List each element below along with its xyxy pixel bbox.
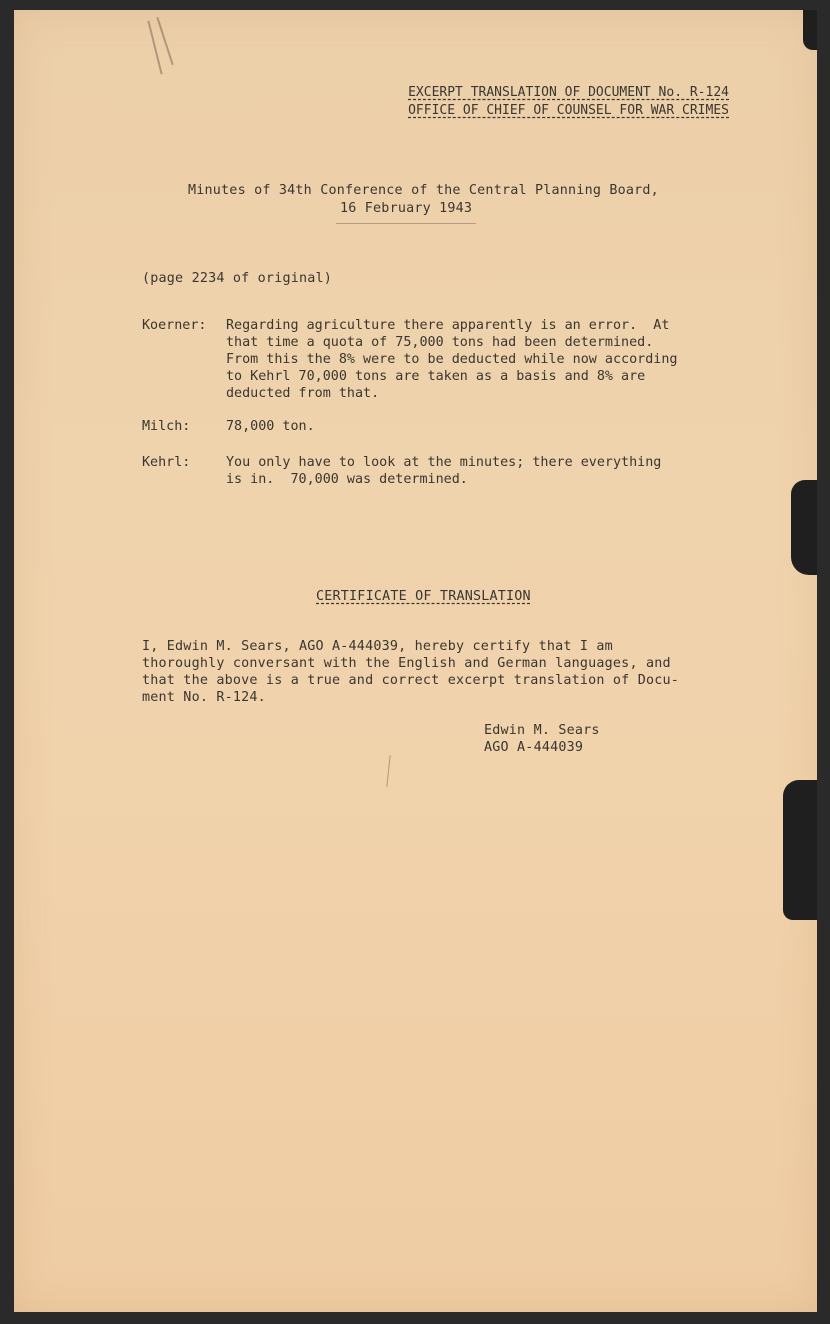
minutes-title-line-1: Minutes of 34th Conference of the Central Planning Board,: [188, 183, 659, 198]
torn-edge: [791, 480, 817, 575]
koerner-line-1: Regarding agriculture there apparently is an error. At: [226, 318, 670, 333]
koerner-line-3: From this the 8% were to be deducted while now according: [226, 352, 678, 367]
speaker-kehrl: Kehrl:: [142, 455, 191, 470]
koerner-line-2: that time a quota of 75,000 tons had been determined.: [226, 335, 654, 350]
minutes-title-line-2: 16 February 1943: [340, 201, 473, 216]
signature-name: Edwin M. Sears: [484, 723, 600, 738]
pencil-mark: [156, 17, 173, 65]
milch-line-1: 78,000 ton.: [226, 419, 315, 434]
certificate-body-line-2: thoroughly conversant with the English and German languages, and: [142, 656, 671, 671]
document-page: [14, 10, 817, 1312]
certificate-body-line-4: ment No. R-124.: [142, 690, 266, 705]
document-header-line-1: EXCERPT TRANSLATION OF DOCUMENT No. R-124: [408, 85, 729, 100]
certificate-body-line-1: I, Edwin M. Sears, AGO A-444039, hereby certify that I am: [142, 639, 613, 654]
koerner-line-5: deducted from that.: [226, 386, 380, 401]
page-reference: (page 2234 of original): [142, 271, 333, 286]
pencil-mark: [386, 755, 390, 787]
document-header-line-2: OFFICE OF CHIEF OF COUNSEL FOR WAR CRIMES: [408, 103, 729, 118]
certificate-body-line-3: that the above is a true and correct excerpt translation of Docu-: [142, 673, 680, 688]
speaker-milch: Milch:: [142, 419, 191, 434]
certificate-heading: CERTIFICATE OF TRANSLATION: [316, 589, 531, 604]
torn-edge: [783, 780, 817, 920]
torn-edge: [803, 10, 817, 50]
koerner-line-4: to Kehrl 70,000 tons are taken as a basis and 8% are: [226, 369, 646, 384]
speaker-koerner: Koerner:: [142, 318, 207, 333]
kehrl-line-2: is in. 70,000 was determined.: [226, 472, 468, 487]
signature-id: AGO A-444039: [484, 740, 584, 755]
title-divider: [336, 223, 476, 224]
kehrl-line-1: You only have to look at the minutes; there everything: [226, 455, 662, 470]
